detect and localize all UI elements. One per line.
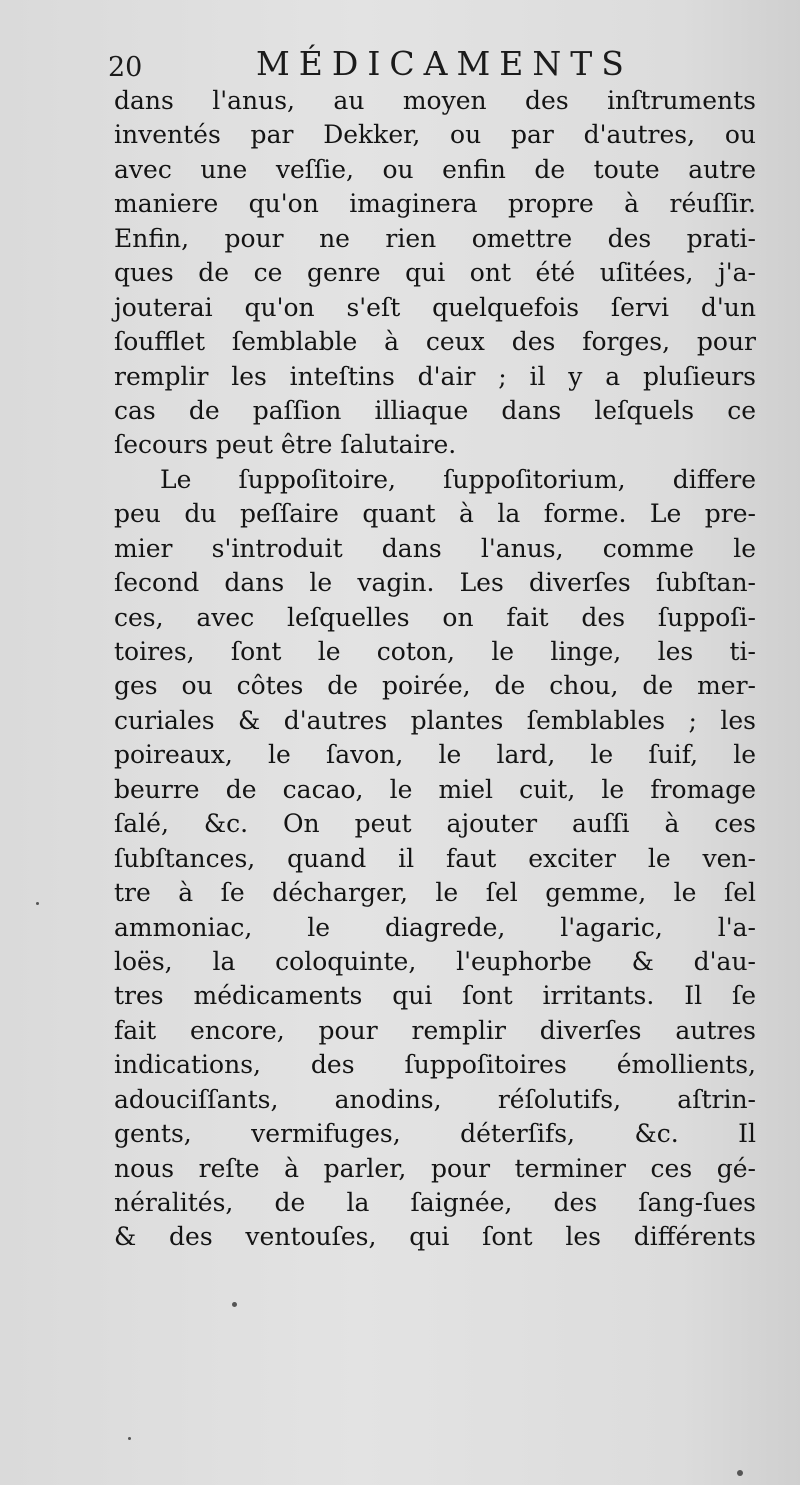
body-text xyxy=(114,84,756,1255)
text-line: mier s'introduit dans l'anus, comme le xyxy=(114,533,756,563)
text-line: ſoufflet ſemblable à ceux des forges, pour xyxy=(114,327,756,357)
text-line: nous reſte à parler, pour terminer ces gé- xyxy=(114,1153,756,1183)
text-line: Enfin, pour ne rien omettre des prati- xyxy=(114,223,756,253)
paper-speck xyxy=(737,1470,743,1476)
text-line: curiales & d'autres plantes ſemblables ; les xyxy=(114,705,756,735)
paper-speck xyxy=(232,1302,237,1307)
text-line: ces, avec leſquelles on fait des ſuppoſi- xyxy=(114,602,756,632)
text-line: maniere qu'on imaginera propre à réuſſir. xyxy=(114,189,756,219)
page-number: 20 xyxy=(108,52,143,83)
text-line: avec une veſſie, ou enfin de toute autre xyxy=(114,154,756,184)
text-line: toires, ſont le coton, le linge, les ti- xyxy=(114,637,756,666)
text-line: beurre de cacao, le miel cuit, le fromage xyxy=(114,774,756,804)
running-title: MÉDICAMENTS xyxy=(256,44,633,83)
text-line: & des ventouſes, qui ſont les différents xyxy=(114,1222,756,1252)
text-line: ammoniac, le diagrede, l'agaric, l'a- xyxy=(114,912,756,942)
text-line: tres médicaments qui ſont irritants. Il ſe xyxy=(114,981,756,1011)
text-line-paragraph-end: ſecours peut être ſalutaire. xyxy=(114,430,457,460)
text-line: néralités, de la ſaignée, des ſang-ſues xyxy=(114,1188,756,1217)
text-line: ſalé, &c. On peut ajouter auſſi à ces xyxy=(114,809,756,839)
text-line-paragraph-start: Le ſuppoſitoire, ſuppoſitorium, differe xyxy=(160,464,756,494)
text-line: ques de ce genre qui ont été uſitées, j'a- xyxy=(114,258,756,288)
text-line: fait encore, pour remplir diverſes autres xyxy=(114,1015,756,1045)
text-line: remplir les inteſtins d'air ; il y a pluſieurs xyxy=(114,361,756,391)
text-line: cas de paſſion illiaque dans leſquels ce xyxy=(114,395,756,425)
text-line: gents, vermifuges, déterſifs, &c. Il xyxy=(114,1119,756,1149)
text-line: indications, des ſuppoſitoires émollients, xyxy=(114,1050,756,1080)
text-line: ſecond dans le vagin. Les diverſes ſubſtan- xyxy=(114,568,756,598)
text-line: tre à ſe décharger, le ſel gemme, le ſel xyxy=(114,878,756,908)
text-line: ges ou côtes de poirée, de chou, de mer- xyxy=(114,671,756,701)
text-line: peu du peſſaire quant à la forme. Le pre- xyxy=(114,499,756,529)
text-line: jouterai qu'on s'eſt quelquefois ſervi d'un xyxy=(114,292,756,322)
text-line: ſubſtances, quand il faut exciter le ven- xyxy=(114,843,756,873)
text-line: loës, la coloquinte, l'euphorbe & d'au- xyxy=(114,946,756,976)
text-line: adouciſſants, anodins, réſolutifs, aſtrin- xyxy=(114,1084,756,1114)
text-line: inventés par Dekker, ou par d'autres, ou xyxy=(114,120,756,150)
paper-speck xyxy=(36,902,39,905)
text-line: poireaux, le ſavon, le lard, le ſuif, le xyxy=(114,740,756,770)
paper-speck xyxy=(128,1437,131,1440)
text-line: dans l'anus, au moyen des inſtruments xyxy=(114,86,756,115)
